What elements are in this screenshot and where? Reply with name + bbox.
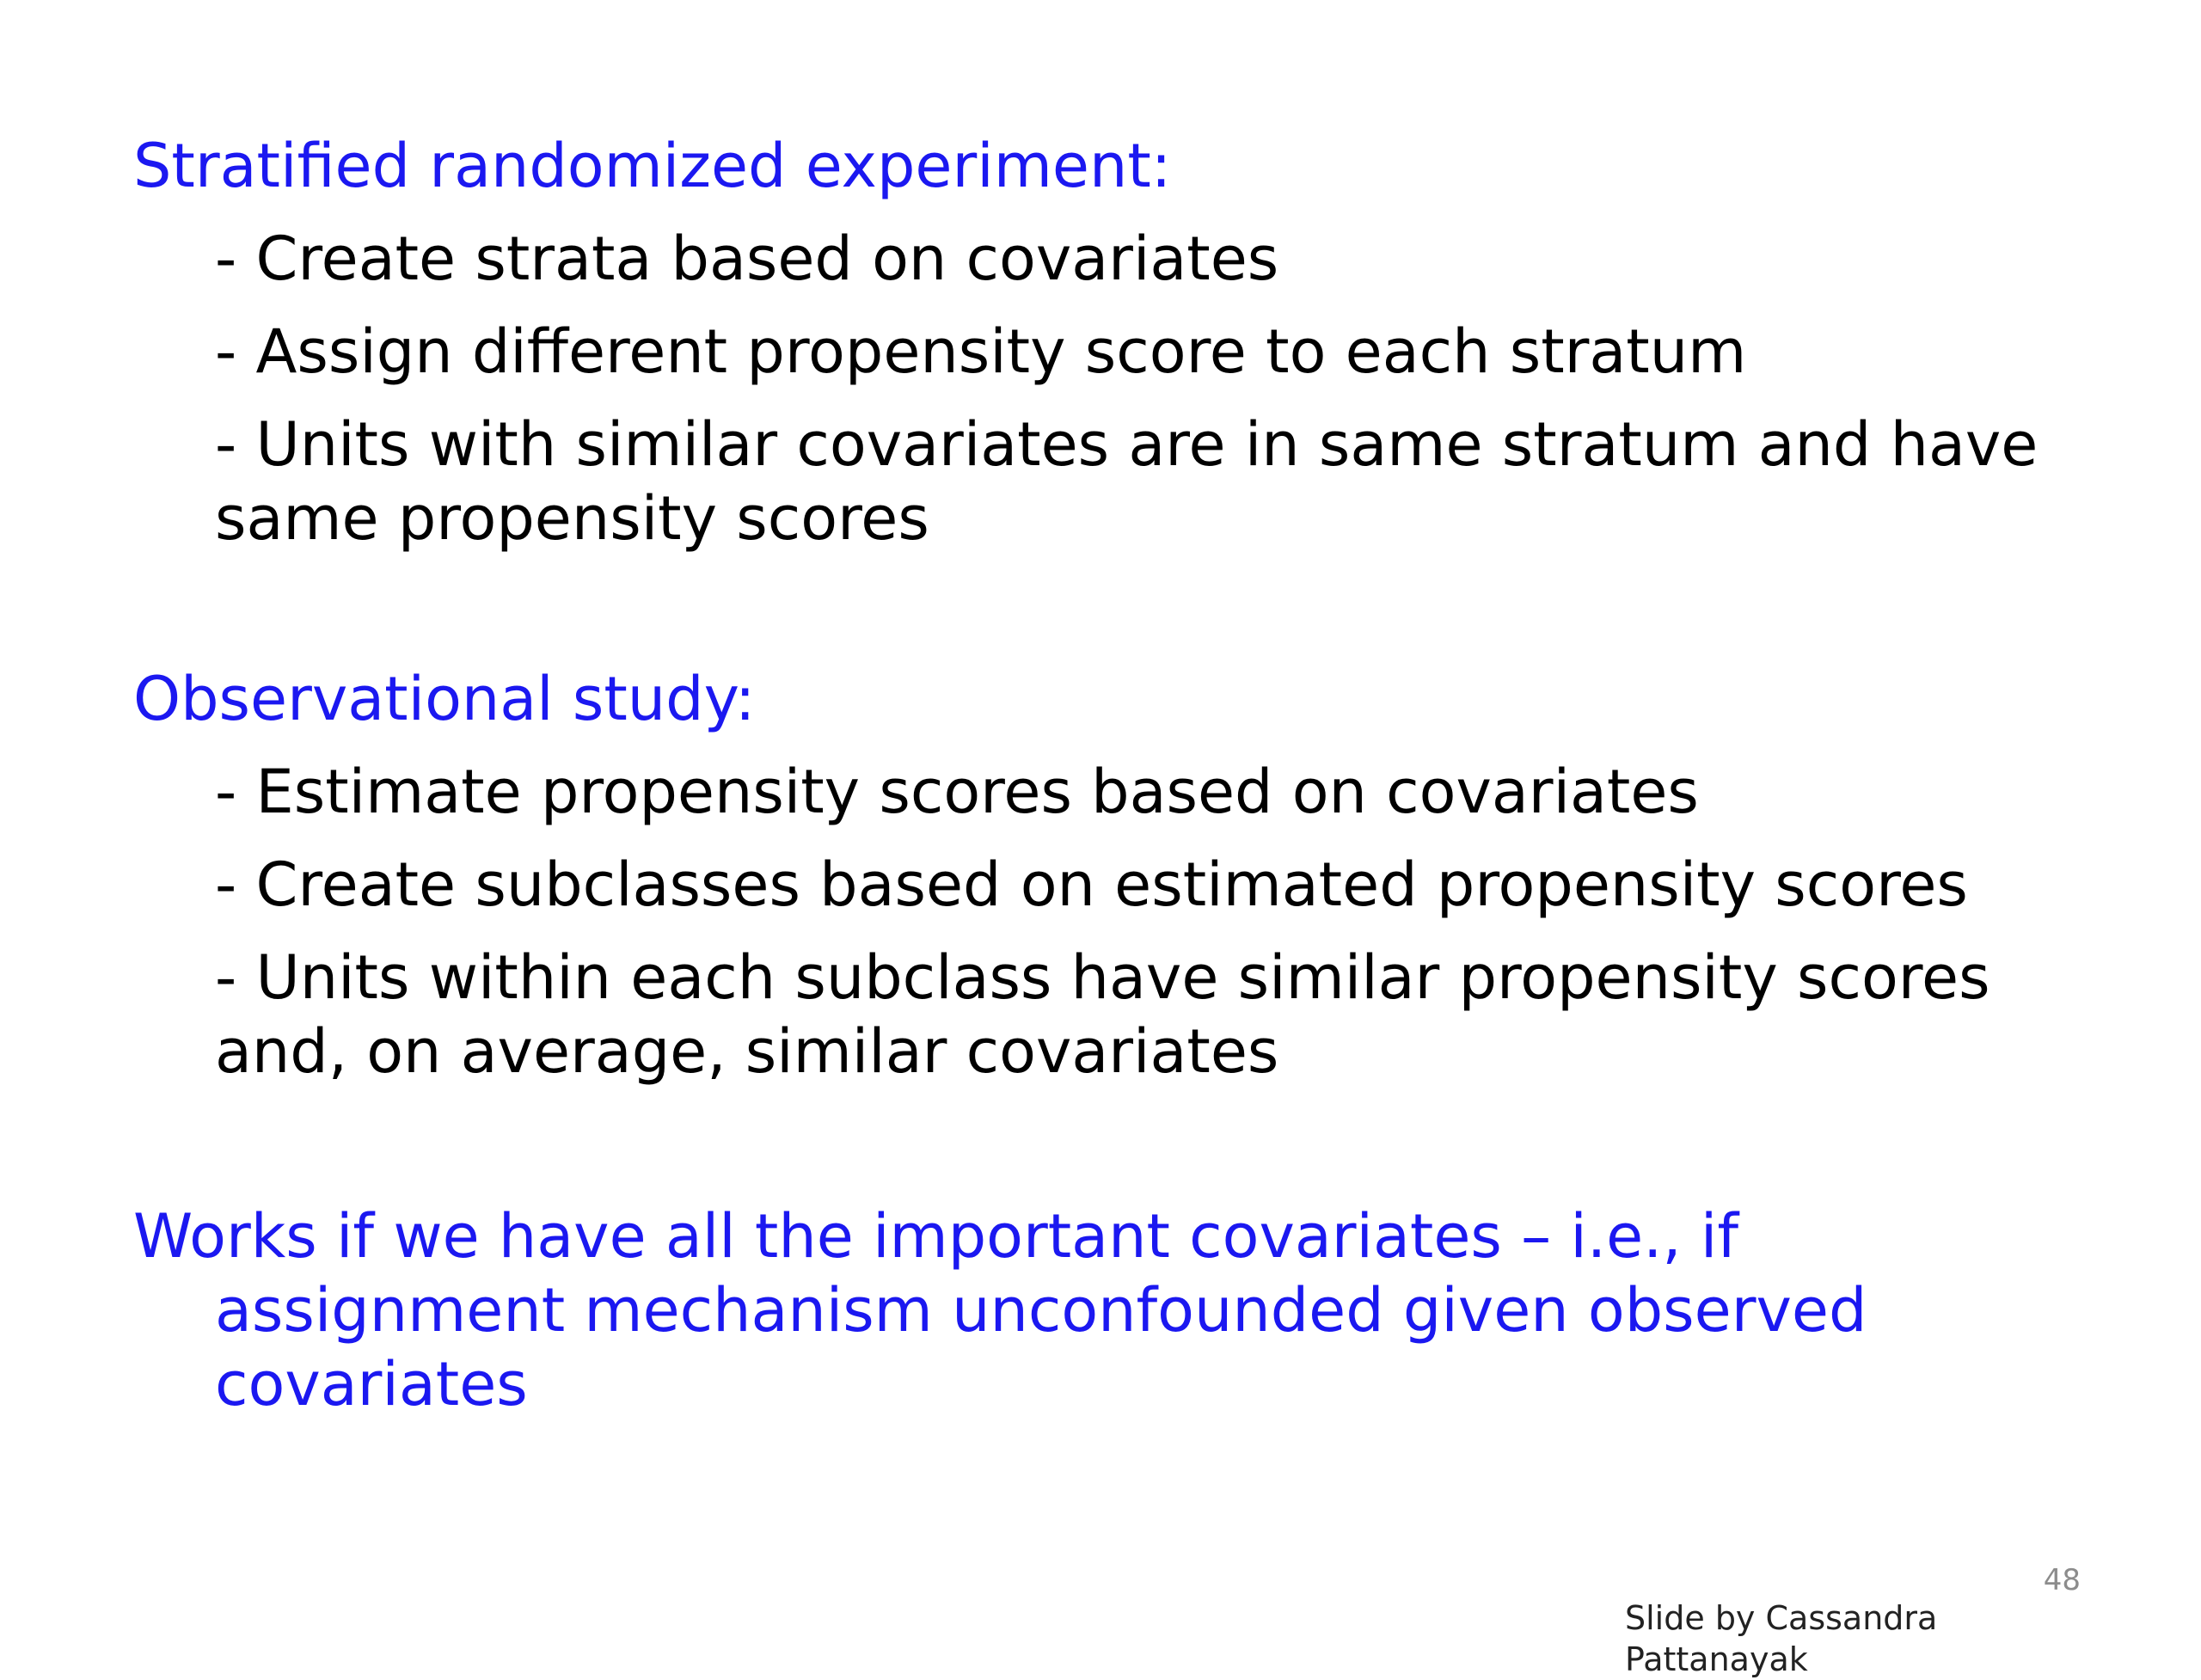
closing-text-continuation: assignment mechanism unconfounded given observed	[215, 1275, 1867, 1346]
bullet-text: - Units with similar covariates are in same stratum and have	[215, 409, 2039, 480]
section-closing-statement	[133, 1199, 2111, 1421]
closing-text: Works if we have all the important covariates – i.e., if	[133, 1201, 1738, 1272]
bullet-text: - Units within each subclass have similar propensity scores	[215, 942, 1990, 1013]
bullet-text-continuation: and, on average, similar covariates	[215, 1016, 1279, 1087]
bullet-item	[133, 848, 2111, 922]
bullet-text: - Create strata based on covariates	[215, 224, 1279, 294]
bullet-item	[133, 222, 2111, 296]
section-heading: Stratified randomized experiment:	[133, 131, 1172, 201]
bullet-text: - Create subclasses based on estimated propensity scores	[215, 849, 1968, 920]
bullet-item	[133, 941, 2111, 1088]
bullet-item	[133, 408, 2111, 555]
bullet-text: - Assign different propensity score to each stratum	[215, 316, 1747, 387]
section-heading: Observational study:	[133, 664, 756, 734]
section-observational-study	[133, 662, 2111, 1088]
bullet-item	[133, 315, 2111, 389]
closing-text-continuation: covariates	[215, 1349, 528, 1419]
slide-credit: Slide by Cassandra Pattanayak	[1625, 1599, 1938, 1678]
section-stratified-randomized-experiment	[133, 129, 2111, 555]
page-number: 48	[2043, 1563, 2081, 1597]
bullet-text-continuation: same propensity scores	[215, 483, 929, 554]
bullet-text: - Estimate propensity scores based on covariates	[215, 757, 1699, 827]
bullet-item	[133, 755, 2111, 829]
closing-statement	[133, 1199, 2111, 1421]
